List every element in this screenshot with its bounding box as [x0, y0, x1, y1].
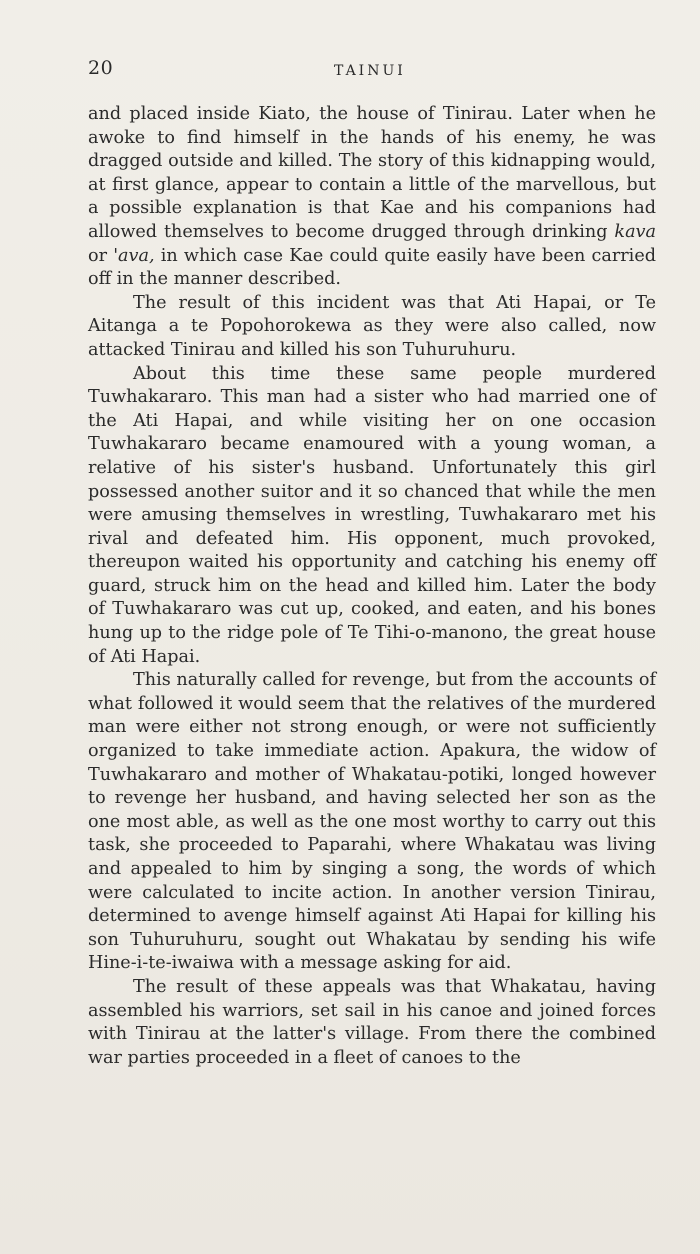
paragraph-1-italic-kava: kava	[614, 221, 656, 242]
paragraph-1-text-b: or	[88, 245, 114, 266]
paragraph-1-text-c: in which case Kae could quite easily have been carried off in the manner described.	[88, 245, 656, 290]
paragraph-1-text-a: and placed inside Kiato, the house of Tinirau. Later when he awoke to find himself in the hands of his enemy, he was dragged outside and killed. The story of this kidnapping would, at first glance, appear to contain a little of the marvellous, but a possible explanation is that Kae and his companions had allowed themselves to become drugged through drinking	[88, 104, 656, 242]
body-text	[88, 103, 656, 1070]
paragraph-2: The result of this incident was that Ati Hapai, or Te Aitanga a te Popohorokewa as they were also called, now attacked Tinirau and killed his son Tuhuruhuru.	[88, 292, 656, 360]
paragraph-3: About this time these same people murdered Tuwhakararo. This man had a sister who had married one of the Ati Hapai, and while visiting her on one occasion Tuwhakararo became enamoured with a young woman, a relative of his sister's husband. Unfortunately this girl possessed another suitor and it so chanced that while the men were amusing themselves in wrestling, Tuwhakararo met his rival and defeated him. His opponent, much provoked, thereupon waited his opportunity and catching his enemy off guard, struck him on the head and killed him. Later the body of Tuwhakararo was cut up, cooked, and eaten, and his bones hung up to the ridge pole of Te Tihi-o-manono, the great house of Ati Hapai.	[88, 363, 656, 667]
paragraph-4: This naturally called for revenge, but from the accounts of what followed it would seem that the relatives of the murdered man were either not strong enough, or were not sufficiently organized to take immediate action. Apakura, the widow of Tuwhakararo and mother of Whakatau-potiki, longed however to revenge her husband, and having selected her son as the one most able, as well as the one most worthy to carry out this task, she proceeded to Paparahi, where Whakatau was living and appealed to him by singing a song, the words of which were calculated to incite action. In another version Tinirau, determined to avenge himself against Ati Hapai for killing his son Tuhuruhuru, sought out Whakatau by sending his wife Hine-i-te-iwaiwa with a message asking for aid.	[88, 670, 656, 974]
page-number: 20	[88, 57, 114, 79]
page-header	[88, 57, 656, 83]
running-title: TAINUI	[334, 63, 406, 79]
paragraph-1-italic-ava: 'ava,	[113, 245, 155, 266]
paragraph-1	[88, 103, 656, 292]
paragraph-5: The result of these appeals was that Whakatau, having assembled his warriors, set sail in his canoe and joined forces with Tinirau at the latter's village. From there the combined war parties proceeded in a fleet of canoes to the	[88, 976, 656, 1068]
